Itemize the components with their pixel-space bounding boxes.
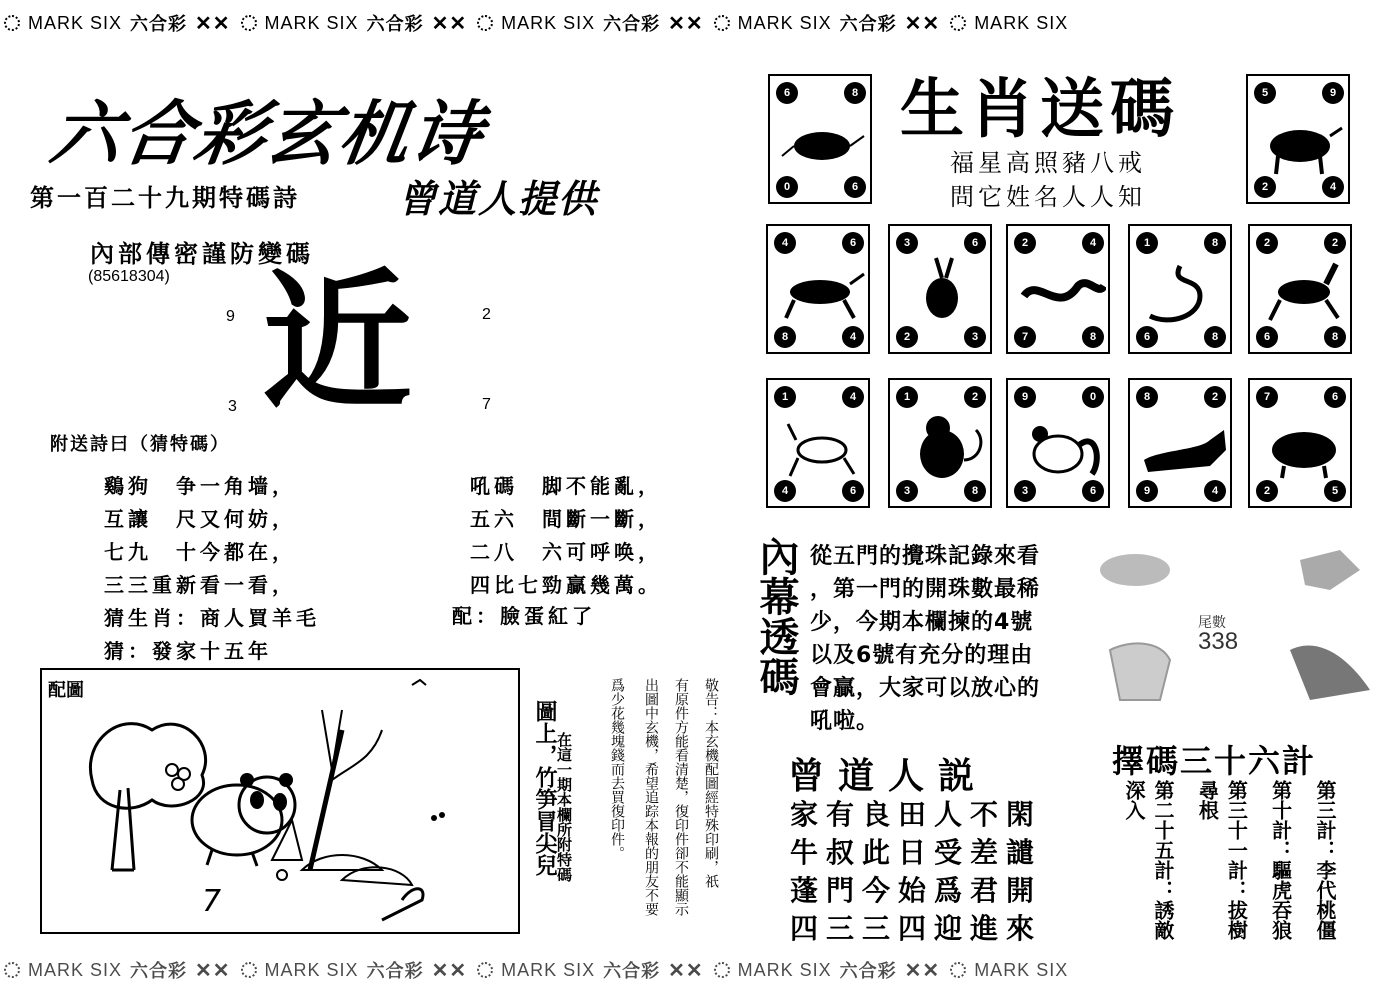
hint-picture-frame	[40, 668, 520, 934]
caption-column: 在這一期本欄所附特碼	[555, 732, 573, 882]
poem-line: 二八 六可呼唤，	[470, 540, 662, 564]
zodiac-card-goat	[766, 378, 870, 508]
flower-icon	[950, 962, 966, 978]
card-number: 8	[1136, 386, 1158, 408]
card-number: 6	[844, 176, 866, 198]
poem-right-column	[470, 470, 662, 602]
inside-text	[810, 540, 1040, 738]
flower-icon	[4, 15, 20, 31]
banner-unit: MARK SIX 六合彩 ✕✕	[4, 957, 231, 983]
card-number: 2	[1014, 232, 1036, 254]
card-number: 8	[1324, 326, 1346, 348]
card-number: 8	[964, 480, 986, 502]
bottom-banner	[4, 953, 1391, 987]
hint-number: 9	[226, 308, 235, 325]
cross-icon: ✕✕	[431, 959, 468, 982]
card-number: 6	[842, 480, 864, 502]
notice-column: 敬告：本玄機配圖經特殊印刷，祇	[703, 678, 719, 888]
card-number: 9	[1136, 480, 1158, 502]
tail-label: 尾數	[1198, 614, 1226, 630]
notice-column: 出圖中玄機，希望追踪本報的朋友不要	[643, 678, 659, 916]
card-number: 8	[844, 82, 866, 104]
card-number: 6	[842, 232, 864, 254]
cross-icon: ✕✕	[195, 959, 231, 982]
cross-icon: ✕✕	[668, 12, 704, 35]
hint-number: 2	[482, 306, 491, 323]
card-number: 1	[896, 386, 918, 408]
cross-icon: ✕✕	[431, 12, 468, 35]
hidden-number: 7	[202, 884, 222, 919]
zodiac-card-pig	[1248, 378, 1352, 508]
big-hint-character: 近	[262, 254, 413, 430]
strategy-column: 第十計：驅虎吞狼	[1268, 780, 1293, 940]
zeng-poem-line: 四三三四迎進來	[790, 912, 1043, 945]
poem-line: 三三重新看一看，	[104, 573, 296, 597]
card-number: 6	[1082, 480, 1104, 502]
card-number: 3	[896, 232, 918, 254]
left-title: 六合彩玄机诗	[45, 93, 489, 175]
zodiac-card-rabbit	[888, 224, 992, 354]
strategy-column: 第三計：李代桃僵	[1312, 780, 1337, 940]
card-number: 1	[774, 386, 796, 408]
zeng-poem	[790, 796, 1042, 948]
card-number: 6	[964, 232, 986, 254]
zodiac-card-rooster	[1006, 378, 1110, 508]
card-number: 4	[1322, 176, 1344, 198]
card-number: 5	[1254, 82, 1276, 104]
zeng-poem-line: 牛叔此日受差譴	[790, 836, 1043, 869]
banner-unit: MARK SIX	[950, 13, 1068, 34]
zodiac-card-ox	[1246, 74, 1350, 204]
card-number: 6	[1256, 326, 1278, 348]
strategy-column: 第二十五計：誘敵深入	[1122, 780, 1175, 940]
banner-unit: MARK SIX 六合彩 ✕✕	[714, 957, 941, 983]
inside-title: 內幕透碼	[753, 536, 799, 696]
card-number: 4	[774, 232, 796, 254]
hint-number: 3	[228, 398, 237, 415]
poem-line: 配：臉蛋紅了	[452, 604, 596, 628]
notice-column: 有原件方能看清楚，復印件卻不能顯示	[673, 678, 689, 916]
card-number: 8	[1082, 326, 1104, 348]
card-number: 0	[776, 176, 798, 198]
provider-label: 曾道人提供	[398, 177, 599, 221]
poem-line: 七九 十今都在，	[104, 540, 296, 564]
card-number: 4	[774, 480, 796, 502]
card-number: 6	[776, 82, 798, 104]
card-number: 7	[1256, 386, 1278, 408]
card-number: 2	[1254, 176, 1276, 198]
flower-icon	[477, 962, 493, 978]
card-number: 4	[1082, 232, 1104, 254]
card-number: 4	[842, 386, 864, 408]
flower-icon	[950, 15, 966, 31]
zeng-poem-line: 家有良田人不閑	[790, 798, 1043, 831]
poem-line: 四比七勁贏幾萬。	[470, 573, 662, 597]
banner-unit: MARK SIX 六合彩 ✕✕	[4, 10, 231, 36]
caption-column: 圖上，竹笋冒尖兒	[532, 700, 558, 876]
card-number: 1	[1136, 232, 1158, 254]
flower-icon	[4, 962, 20, 978]
issue-subtitle: 第一百二十九期特碼詩	[30, 183, 300, 212]
zodiac-card-rat	[768, 74, 872, 204]
zodiac-card-dog	[1128, 378, 1232, 508]
zodiac-verse: 問它姓名人人知	[950, 183, 1146, 211]
banner-unit: MARK SIX 六合彩 ✕✕	[477, 10, 704, 36]
inside-text-line: 以及6號有充分的理由	[810, 643, 1034, 668]
top-banner	[4, 6, 1391, 40]
card-number: 2	[1324, 232, 1346, 254]
card-number: 7	[1014, 326, 1036, 348]
card-number: 4	[1204, 480, 1226, 502]
inside-text-line: 從五門的攪珠記錄來看	[810, 544, 1041, 569]
cross-icon: ✕✕	[904, 12, 941, 35]
inside-text-line: 會贏，大家可以放心的	[810, 676, 1041, 701]
inside-text-line: 吼啦。	[810, 709, 880, 734]
zodiac-card-horse	[1248, 224, 1352, 354]
banner-unit: MARK SIX 六合彩 ✕✕	[241, 957, 468, 983]
zodiac-card-monkey	[888, 378, 992, 508]
strategy-title: 擇碼三十六計	[1112, 742, 1317, 780]
card-number: 8	[1204, 232, 1226, 254]
poem-line: 吼碼 脚不能亂，	[470, 474, 662, 498]
card-number: 6	[1136, 326, 1158, 348]
tail-value: 338	[1198, 628, 1239, 655]
zeng-poem-line: 蓬門今始爲君開	[790, 874, 1043, 907]
zodiac-verse: 福星高照豬八戒	[950, 149, 1146, 177]
banner-unit: MARK SIX 六合彩 ✕✕	[714, 10, 941, 36]
picture-label: 配圖	[48, 680, 84, 701]
zodiac-card-dragon	[1006, 224, 1110, 354]
poem-line: 互讓 尺又何妨，	[104, 507, 296, 531]
inside-text-line: 少，今期本欄揀的4號	[810, 610, 1034, 635]
flower-icon	[714, 15, 730, 31]
inner-notice: 內部傳密謹防變碼	[90, 239, 314, 268]
zodiac-title: 生肖送碼	[900, 73, 1180, 147]
cross-icon: ✕✕	[195, 12, 231, 35]
zeng-title: 曾道人説	[788, 755, 989, 797]
card-number: 2	[1256, 232, 1278, 254]
card-number: 2	[1256, 480, 1278, 502]
flower-icon	[241, 15, 257, 31]
poem-line: 五六 間斷一斷，	[470, 507, 662, 531]
notice-column: 爲少花幾塊錢而去買復印件。	[609, 678, 625, 860]
card-number: 3	[896, 480, 918, 502]
poem-line: 鷄狗 争一角墙，	[104, 474, 296, 498]
banner-unit: MARK SIX 六合彩 ✕✕	[477, 957, 704, 983]
poem-left-column	[104, 470, 320, 668]
zodiac-card-snake	[1128, 224, 1232, 354]
poem-header: 附送詩曰（猜特碼）	[50, 434, 230, 455]
phone-number: (85618304)	[88, 268, 170, 285]
flower-icon	[714, 962, 730, 978]
banner-unit: MARK SIX 六合彩 ✕✕	[241, 10, 468, 36]
zodiac-card-tiger	[766, 224, 870, 354]
card-number: 4	[842, 326, 864, 348]
hint-number: 7	[482, 396, 491, 413]
card-number: 2	[964, 386, 986, 408]
strategy-columns	[1120, 780, 1340, 940]
card-number: 9	[1014, 386, 1036, 408]
card-number: 2	[896, 326, 918, 348]
banner-unit: MARK SIX	[950, 960, 1068, 981]
poem-line: 猜生肖：商人買羊毛	[104, 606, 320, 630]
card-number: 9	[1322, 82, 1344, 104]
card-number: 3	[1014, 480, 1036, 502]
card-number: 5	[1324, 480, 1346, 502]
inside-text-line: ，第一門的開珠數最稀	[810, 577, 1041, 602]
cross-icon: ✕✕	[904, 959, 941, 982]
flower-icon	[241, 962, 257, 978]
flower-icon	[477, 15, 493, 31]
poem-line: 猜：發家十五年	[104, 639, 272, 663]
card-number: 8	[774, 326, 796, 348]
cross-icon: ✕✕	[668, 959, 704, 982]
card-number: 3	[964, 326, 986, 348]
card-number: 6	[1324, 386, 1346, 408]
panda-bamboo-illustration	[42, 670, 518, 932]
card-number: 0	[1082, 386, 1104, 408]
strategy-column: 第三十一計：拔樹尋根	[1195, 780, 1249, 940]
card-number: 2	[1204, 386, 1226, 408]
card-number: 8	[1204, 326, 1226, 348]
